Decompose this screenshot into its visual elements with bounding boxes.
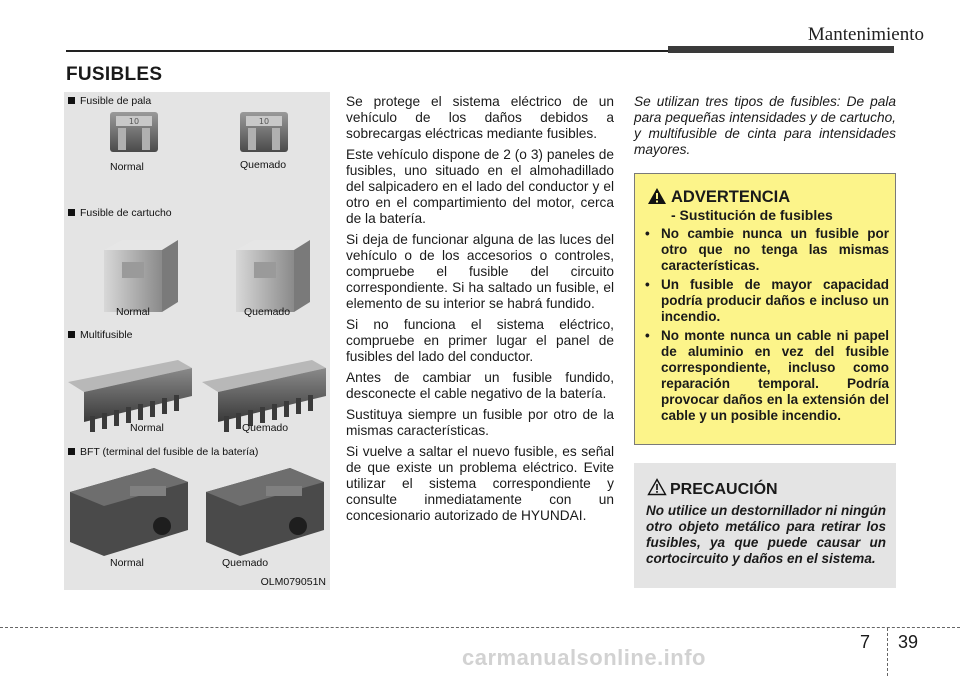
caption-blown: Quemado xyxy=(244,306,291,318)
header-rule xyxy=(66,50,676,52)
warning-list xyxy=(645,226,889,427)
caption-blown: Quemado xyxy=(222,557,269,569)
multifuse-label: Multifusible xyxy=(68,329,133,341)
list-item: • Un fusible de mayor capacidad podría producir daños e incluso un incendio. xyxy=(645,277,889,325)
section-title: Mantenimiento xyxy=(807,24,924,45)
header-rule-accent xyxy=(668,46,894,53)
paragraph: Si vuelve a saltar el nuevo fusible, es señal de que existe un problema eléctrico. Evite utilizar el sistema correspondiente y consulte inmediatamente con un concesionario autorizado de HYUNDAI. xyxy=(346,444,614,523)
list-item: • No cambie nunca un fusible por otro que no tenga las mismas características. xyxy=(645,226,889,274)
intro-text: Se utilizan tres tipos de fusibles: De pala para pequeñas intensidades y de cartucho, y multifusible de cinta para intensidades mayores. xyxy=(634,94,896,157)
paragraph: Si deja de funcionar alguna de las luces del vehículo o de los accesorios o controles, compruebe el fusible del circuito correspondiente. Si ha saltado un fusible, el elemento de su interior se habrá fundido. xyxy=(346,232,614,311)
list-item: • No monte nunca un cable ni papel de aluminio en vez del fusible correspondiente, incluso como reparación temporal. Podría provocar daños en la extensión del cable y un posible incendio. xyxy=(645,328,889,424)
caption-normal: Normal xyxy=(130,422,164,434)
body-text xyxy=(346,94,614,529)
caption-normal: Normal xyxy=(110,161,144,173)
fuse-illustrations xyxy=(64,92,330,590)
cartridge-fuse-normal xyxy=(104,240,178,312)
caption-blown: Quemado xyxy=(242,422,289,434)
fuse-types-figure xyxy=(64,92,330,590)
paragraph: Antes de cambiar un fusible fundido, desconecte el cable negativo de la batería. xyxy=(346,370,614,401)
warning-icon xyxy=(647,187,667,205)
paragraph: Sustituya siempre un fusible por otro de la mismas características. xyxy=(346,407,614,438)
bft-fuse-label: BFT (terminal del fusible de la batería) xyxy=(68,446,258,458)
bft-fuse-blown xyxy=(206,468,324,556)
warning-subtitle: - Sustitución de fusibles xyxy=(671,207,833,223)
caption-blown: Quemado xyxy=(240,159,287,171)
blade-fuse-normal xyxy=(110,112,158,152)
bft-fuse-normal xyxy=(70,468,188,556)
caution-title: PRECAUCIÓN xyxy=(670,481,778,498)
paragraph: Si no funciona el sistema eléctrico, compruebe en primer lugar el panel de fusibles del lado del conductor. xyxy=(346,317,614,364)
blade-fuse-blown xyxy=(240,112,288,152)
cartridge-fuse-blown xyxy=(236,240,310,312)
page-title: FUSIBLES xyxy=(66,64,163,85)
cartridge-fuse-label: Fusible de cartucho xyxy=(68,207,172,219)
figure-code: OLM079051N xyxy=(260,576,326,588)
watermark: carmanualsonline.info xyxy=(462,645,706,670)
warning-title: ADVERTENCIA xyxy=(671,188,791,206)
caution-icon xyxy=(647,478,667,496)
page-number: 39 xyxy=(898,632,919,652)
caution-box xyxy=(634,463,896,588)
chapter-number: 7 xyxy=(860,632,871,652)
footer-rule xyxy=(0,627,960,628)
svg-text:10: 10 xyxy=(128,117,140,126)
svg-text:10: 10 xyxy=(258,117,270,126)
caption-normal: Normal xyxy=(116,306,150,318)
blade-fuse-label: Fusible de pala xyxy=(68,95,151,107)
paragraph: Este vehículo dispone de 2 (o 3) paneles de fusibles, uno situado en el almohadillado del salpicadero en el lado del conductor y el otro en el compartimiento del motor, cerca de la batería. xyxy=(346,147,614,226)
warning-box xyxy=(634,173,896,445)
footer-divider xyxy=(887,628,888,676)
caption-normal: Normal xyxy=(110,557,144,569)
caution-text: No utilice un destornillador ni ningún otro objeto metálico para retirar los fusibles, ya que puede causar un cortocircuito y daños en el sistema. xyxy=(646,503,886,566)
paragraph: Se protege el sistema eléctrico de un vehículo de los daños debidos a sobrecargas eléctricas mediante fusibles. xyxy=(346,94,614,141)
